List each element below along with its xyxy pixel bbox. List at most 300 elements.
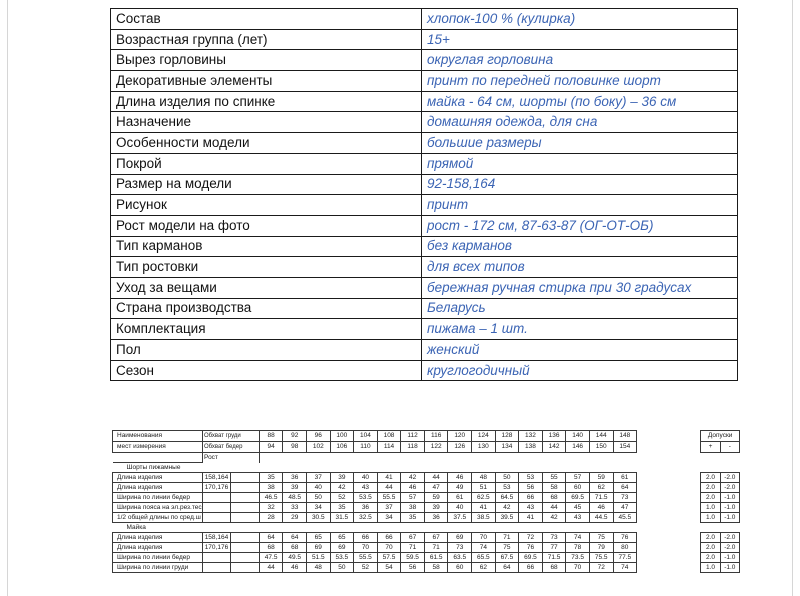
size-value: 59 (424, 493, 448, 503)
size-value: 52 (330, 493, 354, 503)
spec-row (111, 319, 738, 340)
tolerance-plus-value: 1.0 (701, 563, 720, 573)
measurement-name: Ширина по линии бедер (113, 553, 203, 563)
size-value: 41 (472, 503, 496, 513)
size-value: 65.5 (472, 553, 496, 563)
size-value: 34 (377, 513, 401, 523)
size-value: 37.5 (448, 513, 472, 523)
tolerance-plus-value: 2.0 (701, 553, 720, 563)
size-value: 59.5 (401, 553, 425, 563)
size-value: 58 (424, 563, 448, 573)
size-value: 34 (306, 503, 330, 513)
size-value: 45.5 (613, 513, 637, 523)
size-value: 44 (542, 503, 566, 513)
size-value: 66 (354, 533, 378, 543)
size-value: 45 (566, 503, 590, 513)
spec-row (111, 133, 738, 154)
spec-row (111, 71, 738, 92)
product-spec-table (110, 8, 738, 381)
size-value: 62 (589, 483, 613, 493)
size-value: 46 (589, 503, 613, 513)
spec-value: прямой (422, 153, 738, 174)
size-value: 55 (542, 473, 566, 483)
size-value: 38.5 (472, 513, 496, 523)
size-value: 32 (259, 503, 283, 513)
spec-value: большие размеры (422, 133, 738, 154)
measurement-row (113, 483, 740, 493)
size-value: 68 (542, 493, 566, 503)
spec-row (111, 298, 738, 319)
hip-size-value: 122 (424, 442, 448, 453)
size-value: 36 (283, 473, 307, 483)
empty-cell (230, 543, 259, 553)
size-value: 66 (519, 493, 543, 503)
hip-size-value: 118 (401, 442, 425, 453)
blank-cell (637, 513, 701, 523)
measurement-name: Ширина по линии груди (113, 563, 203, 573)
product-spec-body (111, 9, 738, 381)
size-value: 71.5 (589, 493, 613, 503)
size-value: 60 (566, 483, 590, 493)
size-value: 75 (495, 543, 519, 553)
size-value: 42 (401, 473, 425, 483)
size-value: 46 (283, 563, 307, 573)
size-value: 47 (424, 483, 448, 493)
page-border-right (792, 0, 793, 596)
size-value: 50 (306, 493, 330, 503)
spec-key: Пол (111, 340, 422, 361)
size-value: 44 (259, 563, 283, 573)
header-spacer (637, 442, 701, 453)
spec-key: Рост модели на фото (111, 215, 422, 236)
size-value: 65 (330, 533, 354, 543)
measurement-row (113, 513, 740, 523)
size-value: 53 (495, 483, 519, 493)
size-value: 74 (472, 543, 496, 553)
spec-row (111, 360, 738, 381)
spec-key: Уход за вещами (111, 277, 422, 298)
chest-size-value: 148 (613, 431, 637, 442)
size-value: 61 (448, 493, 472, 503)
spec-key: Размер на модели (111, 174, 422, 195)
spec-value: круглогодичный (422, 360, 738, 381)
chest-size-value: 136 (542, 431, 566, 442)
size-value: 64 (259, 533, 283, 543)
size-value: 30.5 (306, 513, 330, 523)
size-value: 79 (589, 543, 613, 553)
size-value: 32.5 (354, 513, 378, 523)
tolerance-minus-value: -2.0 (720, 473, 739, 483)
blank-cell (637, 493, 701, 503)
size-value: 44 (424, 473, 448, 483)
size-value: 58 (542, 483, 566, 493)
height-value (203, 553, 231, 563)
spec-row (111, 277, 738, 298)
chest-size-value: 144 (589, 431, 613, 442)
hip-size-value: 142 (542, 442, 566, 453)
blank-cell (637, 543, 701, 553)
size-value: 69 (448, 533, 472, 543)
size-value: 70 (354, 543, 378, 553)
size-value: 68 (542, 563, 566, 573)
size-value: 74 (613, 563, 637, 573)
spec-value: 92-158,164 (422, 174, 738, 195)
size-value: 50 (495, 473, 519, 483)
spec-row (111, 153, 738, 174)
size-value: 67 (401, 533, 425, 543)
size-value: 65 (306, 533, 330, 543)
name-header-2: мест измерения (113, 442, 203, 453)
spec-value: хлопок-100 % (кулирка) (422, 9, 738, 30)
section-title: Майка (113, 523, 203, 533)
size-value: 44 (377, 483, 401, 493)
size-value: 49 (448, 483, 472, 493)
size-value: 29 (283, 513, 307, 523)
size-value: 72 (519, 533, 543, 543)
chest-size-value: 104 (354, 431, 378, 442)
size-chart-body (113, 431, 740, 573)
size-value: 64 (283, 533, 307, 543)
size-value: 71 (401, 543, 425, 553)
size-value: 59 (589, 473, 613, 483)
hip-label: Обхват бедер (203, 442, 260, 453)
tolerance-minus-value: -1.0 (720, 553, 739, 563)
chest-size-value: 92 (283, 431, 307, 442)
blank-cell (637, 503, 701, 513)
empty-cell (230, 503, 259, 513)
hip-size-value: 94 (259, 442, 283, 453)
size-value: 72 (589, 563, 613, 573)
spec-key: Состав (111, 9, 422, 30)
size-value: 70 (472, 533, 496, 543)
measurement-name: Длина изделия (113, 533, 203, 543)
spec-key: Тип карманов (111, 236, 422, 257)
spec-key: Особенности модели (111, 133, 422, 154)
spec-value: женский (422, 340, 738, 361)
measurement-row (113, 533, 740, 543)
height-value (203, 493, 231, 503)
chest-size-value: 108 (377, 431, 401, 442)
size-value: 77 (542, 543, 566, 553)
hip-size-value: 98 (283, 442, 307, 453)
empty-cell (230, 473, 259, 483)
hip-size-value: 130 (472, 442, 496, 453)
measurement-row (113, 553, 740, 563)
size-value: 52 (354, 563, 378, 573)
blank-cell (637, 533, 701, 543)
spec-row (111, 195, 738, 216)
section-row (113, 523, 740, 533)
size-value: 35 (259, 473, 283, 483)
tolerance-minus-value: -2.0 (720, 483, 739, 493)
size-value: 47.5 (259, 553, 283, 563)
size-value: 71.5 (542, 553, 566, 563)
size-value: 80 (613, 543, 637, 553)
size-value: 39 (283, 483, 307, 493)
height-value: 170,176 (203, 543, 231, 553)
hip-size-value: 134 (495, 442, 519, 453)
size-value: 50 (330, 563, 354, 573)
size-value: 69 (306, 543, 330, 553)
blank-cell (113, 453, 203, 463)
size-value: 38 (401, 503, 425, 513)
chest-size-value: 132 (519, 431, 543, 442)
spec-value: для всех типов (422, 257, 738, 278)
size-value: 73 (448, 543, 472, 553)
size-value: 41 (519, 513, 543, 523)
hip-size-value: 150 (589, 442, 613, 453)
size-value: 43 (566, 513, 590, 523)
spec-value: принт (422, 195, 738, 216)
height-value: 158,164 (203, 533, 231, 543)
tolerance-minus-value: -1.0 (720, 563, 739, 573)
size-chart-header-hip (113, 442, 740, 453)
hip-size-value: 102 (306, 442, 330, 453)
tolerance-minus-value: -1.0 (720, 503, 739, 513)
size-value: 53 (519, 473, 543, 483)
size-value: 77.5 (613, 553, 637, 563)
spec-row (111, 50, 738, 71)
size-value: 66 (377, 533, 401, 543)
tolerance-minus-value: -1.0 (720, 513, 739, 523)
blank-cell (203, 463, 740, 473)
height-label-row (113, 453, 740, 463)
size-value: 36 (424, 513, 448, 523)
measurement-row (113, 563, 740, 573)
hip-size-value: 154 (613, 442, 637, 453)
size-value: 48 (472, 473, 496, 483)
size-value: 42 (330, 483, 354, 493)
size-value: 70 (566, 563, 590, 573)
size-value: 51 (472, 483, 496, 493)
size-value: 63.5 (448, 553, 472, 563)
tolerance-plus-value: 2.0 (701, 473, 720, 483)
measurement-name: Длина изделия (113, 483, 203, 493)
size-value: 56 (519, 483, 543, 493)
spec-key: Назначение (111, 112, 422, 133)
size-value: 76 (613, 533, 637, 543)
size-value: 75.5 (589, 553, 613, 563)
empty-cell (230, 553, 259, 563)
empty-cell (230, 513, 259, 523)
size-value: 40 (354, 473, 378, 483)
size-value: 57.5 (377, 553, 401, 563)
size-value: 48.5 (283, 493, 307, 503)
size-value: 73.5 (566, 553, 590, 563)
spec-key: Рисунок (111, 195, 422, 216)
hip-size-value: 138 (519, 442, 543, 453)
spec-row (111, 257, 738, 278)
size-value: 49.5 (283, 553, 307, 563)
size-value: 47 (613, 503, 637, 513)
size-value: 46 (401, 483, 425, 493)
chest-size-value: 88 (259, 431, 283, 442)
size-chart-header-chest (113, 431, 740, 442)
size-value: 73 (542, 533, 566, 543)
spec-value: 15+ (422, 29, 738, 50)
size-value: 35 (401, 513, 425, 523)
size-value: 76 (519, 543, 543, 553)
hip-size-value: 110 (354, 442, 378, 453)
size-value: 46 (448, 473, 472, 483)
blank-cell (637, 563, 701, 573)
tolerance-minus-value: -2.0 (720, 543, 739, 553)
tolerance-plus-value: 2.0 (701, 533, 720, 543)
section-title: Шорты пижамные (113, 463, 203, 473)
spec-row (111, 340, 738, 361)
spec-value: майка - 64 см, шорты (по боку) – 36 см (422, 91, 738, 112)
tolerance-minus-value: -1.0 (720, 493, 739, 503)
size-value: 39 (330, 473, 354, 483)
chest-size-value: 128 (495, 431, 519, 442)
measurement-name: 1/2 общей длины по сред.ш (113, 513, 203, 523)
blank-cell (259, 453, 739, 463)
spec-value: домашняя одежда, для сна (422, 112, 738, 133)
spec-value: Беларусь (422, 298, 738, 319)
size-value: 37 (377, 503, 401, 513)
size-value: 46.5 (259, 493, 283, 503)
size-value: 70 (377, 543, 401, 553)
tolerance-plus-value: 1.0 (701, 503, 720, 513)
size-value: 64.5 (495, 493, 519, 503)
tolerance-plus-value: 2.0 (701, 483, 720, 493)
size-value: 48 (306, 563, 330, 573)
size-value: 43 (519, 503, 543, 513)
size-value: 40 (448, 503, 472, 513)
chest-size-value: 100 (330, 431, 354, 442)
size-value: 78 (566, 543, 590, 553)
tolerance-plus-value: 2.0 (701, 543, 720, 553)
blank-cell (637, 483, 701, 493)
spec-key: Декоративные элементы (111, 71, 422, 92)
chest-label: Обхват груди (203, 431, 260, 442)
size-value: 38 (259, 483, 283, 493)
chest-size-value: 112 (401, 431, 425, 442)
size-value: 43 (354, 483, 378, 493)
measurement-name: Длина изделия (113, 473, 203, 483)
size-value: 64 (613, 483, 637, 493)
chest-size-value: 140 (566, 431, 590, 442)
spec-value: бережная ручная стирка при 30 градусах (422, 277, 738, 298)
size-value: 60 (448, 563, 472, 573)
spec-key: Страна производства (111, 298, 422, 319)
chest-size-value: 96 (306, 431, 330, 442)
spec-key: Вырез горловины (111, 50, 422, 71)
header-spacer (637, 431, 701, 442)
measurement-row (113, 543, 740, 553)
size-value: 31.5 (330, 513, 354, 523)
hip-size-value: 146 (566, 442, 590, 453)
spec-key: Возрастная группа (лет) (111, 29, 422, 50)
empty-cell (230, 563, 259, 573)
spec-row (111, 215, 738, 236)
size-value: 69.5 (519, 553, 543, 563)
height-label: Рост (203, 453, 260, 463)
size-value: 55.5 (354, 553, 378, 563)
size-value: 57 (566, 473, 590, 483)
spec-value: рост - 172 см, 87-63-87 (ОГ-ОТ-ОБ) (422, 215, 738, 236)
size-value: 67 (424, 533, 448, 543)
spec-row (111, 91, 738, 112)
height-value: 170,176 (203, 483, 231, 493)
tolerance-plus-value: 2.0 (701, 493, 720, 503)
height-value (203, 503, 231, 513)
size-value: 71 (424, 543, 448, 553)
size-value: 73 (613, 493, 637, 503)
size-value: 68 (259, 543, 283, 553)
tolerance-plus-value: 1.0 (701, 513, 720, 523)
measurement-row (113, 493, 740, 503)
size-value: 57 (401, 493, 425, 503)
hip-size-value: 126 (448, 442, 472, 453)
size-value: 51.5 (306, 553, 330, 563)
spec-row (111, 112, 738, 133)
height-value (203, 513, 231, 523)
empty-cell (230, 533, 259, 543)
tolerance-plus: + (701, 442, 720, 453)
spec-value: пижама – 1 шт. (422, 319, 738, 340)
size-value: 39.5 (495, 513, 519, 523)
size-value: 55.5 (377, 493, 401, 503)
empty-cell (230, 493, 259, 503)
size-value: 74 (566, 533, 590, 543)
measurement-name: Ширина пояса на эл.рез.тес (113, 503, 203, 513)
size-value: 39 (424, 503, 448, 513)
size-value: 44.5 (589, 513, 613, 523)
size-value: 61.5 (424, 553, 448, 563)
size-value: 28 (259, 513, 283, 523)
size-value: 53.5 (354, 493, 378, 503)
spec-key: Сезон (111, 360, 422, 381)
chest-size-value: 124 (472, 431, 496, 442)
size-value: 66 (519, 563, 543, 573)
spec-row (111, 236, 738, 257)
blank-cell (203, 523, 740, 533)
measurement-row (113, 503, 740, 513)
size-value: 62.5 (472, 493, 496, 503)
size-value: 71 (495, 533, 519, 543)
hip-size-value: 114 (377, 442, 401, 453)
measurement-row (113, 473, 740, 483)
spec-key: Комплектация (111, 319, 422, 340)
spec-value: округлая горловина (422, 50, 738, 71)
size-value: 35 (330, 503, 354, 513)
size-value: 37 (306, 473, 330, 483)
size-value: 42 (542, 513, 566, 523)
size-value: 53.5 (330, 553, 354, 563)
tolerance-minus: - (720, 442, 739, 453)
size-value: 36 (354, 503, 378, 513)
spec-row (111, 29, 738, 50)
name-header-1: Наименования (113, 431, 203, 442)
spec-row (111, 174, 738, 195)
size-chart-table (112, 430, 740, 573)
chest-size-value: 116 (424, 431, 448, 442)
empty-cell (230, 483, 259, 493)
size-value: 33 (283, 503, 307, 513)
size-value: 68 (283, 543, 307, 553)
size-value: 61 (613, 473, 637, 483)
size-value: 69 (330, 543, 354, 553)
spec-key: Длина изделия по спинке (111, 91, 422, 112)
blank-cell (637, 553, 701, 563)
tolerance-header: Допуски (701, 431, 740, 442)
section-row (113, 463, 740, 473)
measurement-name: Длина изделия (113, 543, 203, 553)
size-value: 69.5 (566, 493, 590, 503)
hip-size-value: 106 (330, 442, 354, 453)
spec-key: Тип ростовки (111, 257, 422, 278)
